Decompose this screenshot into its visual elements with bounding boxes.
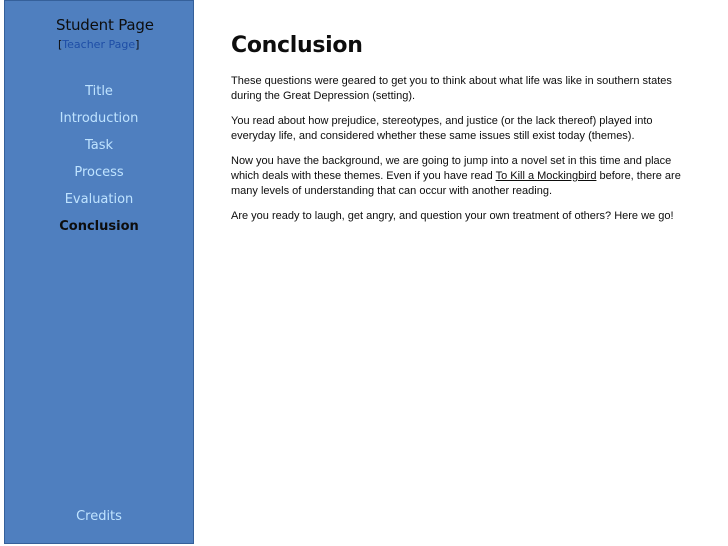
paragraph-3-after: before, there are many levels of understanding that can occur with another reading.	[231, 170, 681, 197]
paragraph-3-before: Now you have the background, we are going to jump into a novel set in this time and place which deals with these themes. Even if you have read	[231, 155, 672, 182]
teacher-page-line	[58, 38, 139, 51]
paragraph-1: These questions were geared to get you to think about what life was like in southern states during the Great Depression (setting).	[231, 75, 672, 102]
teacher-page-link[interactable]: Teacher Page	[62, 38, 136, 51]
nav-conclusion: Conclusion	[59, 219, 139, 234]
paragraph-2: You read about how prejudice, stereotypes, and justice (or the lack thereof) played into everyday life, and considered whether these same issues still exist today (themes).	[231, 115, 653, 142]
paragraph-4: Are you ready to laugh, get angry, and question your own treatment of others? Here we go!	[231, 210, 674, 222]
bracket-close: ]	[135, 38, 140, 51]
paragraph-3	[231, 154, 683, 199]
nav-evaluation[interactable]: Evaluation	[64, 192, 134, 207]
bracket-open: [	[58, 38, 63, 51]
page-title: Conclusion	[231, 33, 363, 58]
book-title-link[interactable]: To Kill a Mockingbird	[495, 170, 597, 182]
nav-credits[interactable]: Credits	[76, 509, 122, 524]
sidebar-panel	[4, 0, 194, 544]
nav-title[interactable]: Title	[85, 84, 113, 99]
nav-introduction[interactable]: Introduction	[59, 111, 139, 126]
nav-process[interactable]: Process	[74, 165, 124, 180]
nav-task[interactable]: Task	[84, 138, 114, 153]
main-content	[231, 33, 683, 234]
sidebar-title: Student Page	[56, 16, 154, 34]
